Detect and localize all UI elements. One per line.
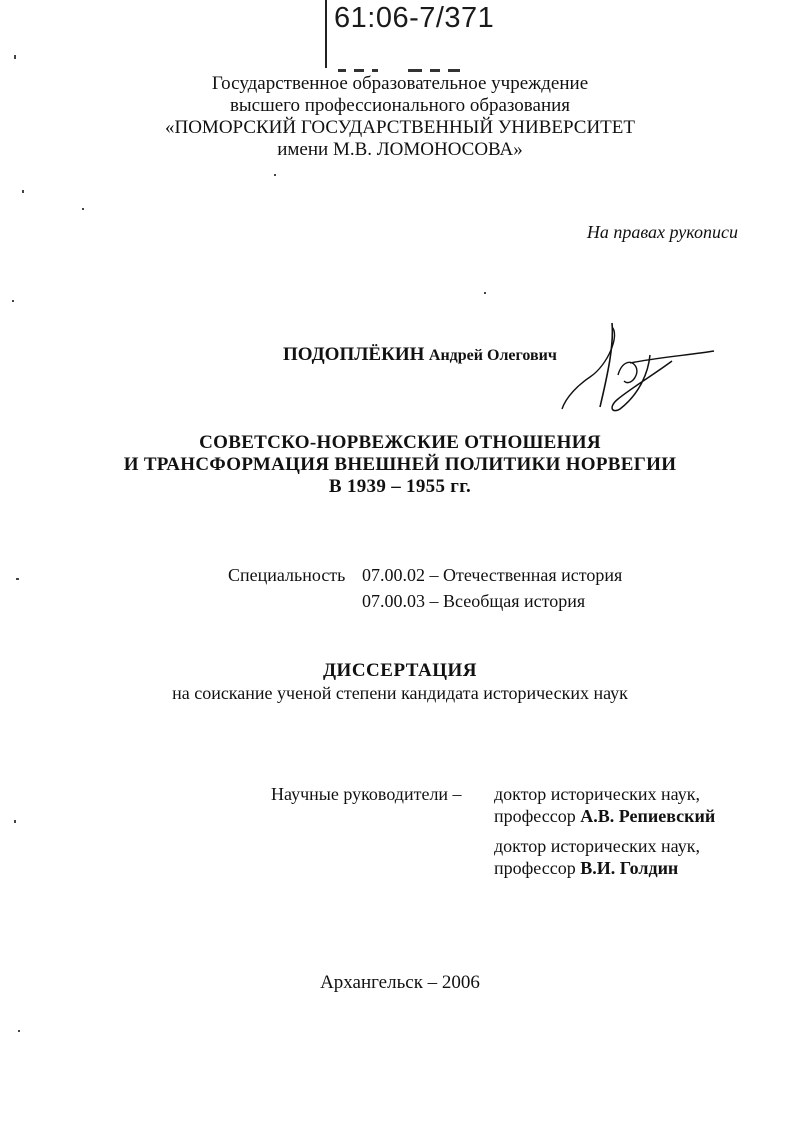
institution-line-3: «ПОМОРСКИЙ ГОСУДАРСТВЕННЫЙ УНИВЕРСИТЕТ [164, 117, 636, 138]
supervisor-2-title: профессор [494, 858, 576, 878]
supervisor-1-name: А.В. Репиевский [580, 806, 716, 826]
specialty-item: 07.00.03 – Всеобщая история [362, 591, 586, 611]
city-year: Архангельск – 2006 [320, 972, 480, 993]
scan-speck [82, 208, 84, 210]
scan-speck [14, 820, 16, 823]
author-surname: ПОДОПЛЁКИН [283, 344, 425, 365]
institution-line-4: имени М.В. ЛОМОНОСОВА» [277, 139, 523, 160]
author-line [283, 344, 557, 366]
specialty-item: 07.00.02 – Отечественная история [362, 565, 623, 585]
archive-stamp-code: 61:06-7/371 [334, 2, 495, 34]
dissertation-title [0, 432, 800, 498]
author-signature [560, 315, 720, 415]
supervisor-2-name: В.И. Голдин [580, 858, 679, 878]
dissertation-heading: ДИССЕРТАЦИЯ [322, 660, 478, 681]
scan-speck [484, 292, 486, 294]
scan-speck [16, 578, 19, 580]
author-given-names: Андрей Олегович [428, 347, 557, 364]
supervisor-1-degree: доктор исторических наук, [494, 784, 700, 804]
supervisor-2-degree: доктор исторических наук, [494, 836, 700, 856]
manuscript-note: На правах рукописи [586, 222, 738, 242]
title-line-1: СОВЕТСКО-НОРВЕЖСКИЕ ОТНОШЕНИЯ [199, 432, 601, 453]
supervisor-1-name-line [494, 806, 715, 827]
institution-header [0, 73, 800, 161]
scan-speck [14, 55, 16, 59]
scan-speck [22, 190, 24, 193]
supervisor-1-title: профессор [494, 806, 576, 826]
scan-speck [18, 1030, 20, 1032]
scan-speck [274, 174, 276, 176]
institution-line-1: Государственное образовательное учреждение [211, 73, 589, 94]
dissertation-subtitle: на соискание ученой степени кандидата исторических наук [172, 683, 628, 703]
institution-line-2: высшего профессионального образования [229, 95, 571, 116]
stamp-vertical-line [325, 0, 327, 68]
supervisor-2-name-line [494, 858, 678, 879]
scan-speck [12, 300, 14, 302]
title-line-2: И ТРАНСФОРМАЦИЯ ВНЕШНЕЙ ПОЛИТИКИ НОРВЕГИИ [123, 454, 677, 475]
specialty-label: Специальность [228, 565, 346, 585]
supervisors-label: Научные руководители – [271, 784, 462, 804]
title-line-3: В 1939 – 1955 гг. [328, 476, 472, 497]
